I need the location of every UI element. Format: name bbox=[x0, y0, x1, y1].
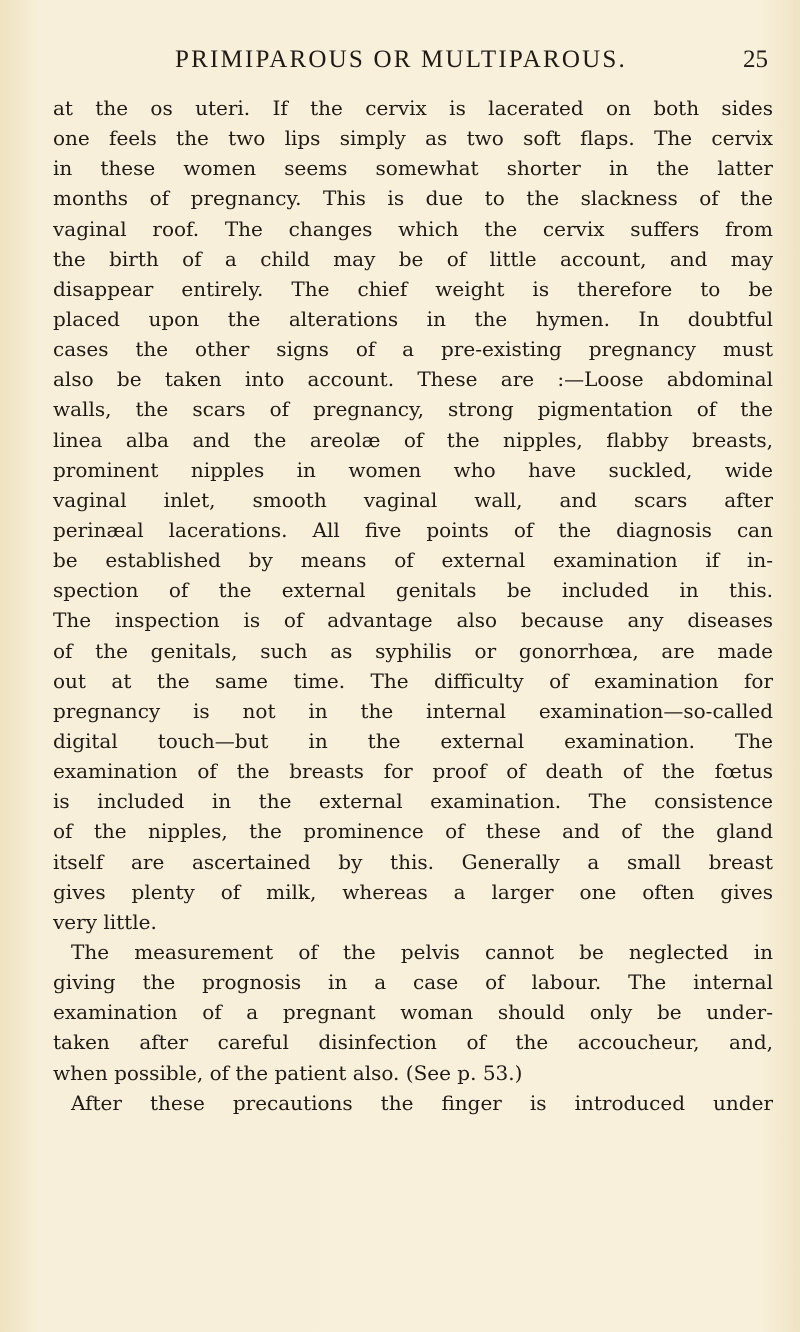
text-line: itself are ascertained by this. Generally a small breast bbox=[53, 849, 773, 874]
text-line: vaginal roof. The changes which the cervix suffers from bbox=[53, 216, 773, 241]
text-line: prominent nipples in women who have suckled, wide bbox=[53, 457, 773, 482]
page-header bbox=[0, 46, 800, 86]
text-line: be established by means of external examination if in- bbox=[53, 548, 773, 573]
text-line: The inspection is of advantage also because any diseases bbox=[53, 608, 773, 633]
text-line: examination of a pregnant woman should only be under- bbox=[53, 1000, 773, 1025]
text-line: vaginal inlet, smooth vaginal wall, and scars after bbox=[53, 487, 773, 512]
text-line: digital touch—but in the external examination. The bbox=[53, 728, 773, 753]
text-line: in these women seems somewhat shorter in the latter bbox=[53, 156, 773, 181]
text-line: when possible, of the patient also. (See p. 53.) bbox=[53, 1060, 523, 1085]
body-text bbox=[53, 93, 773, 1118]
text-line: After these precautions the finger is introduced under bbox=[71, 1090, 773, 1115]
text-line: pregnancy is not in the internal examination—so-called bbox=[53, 698, 773, 723]
text-line: months of pregnancy. This is due to the slackness of the bbox=[53, 186, 773, 211]
running-head: PRIMIPAROUS OR MULTIPAROUS. bbox=[175, 46, 627, 73]
text-line: cases the other signs of a pre-existing pregnancy must bbox=[53, 337, 773, 362]
text-line: also be taken into account. These are :—Loose abdominal bbox=[53, 367, 773, 392]
text-line: examination of the breasts for proof of death of the fœtus bbox=[53, 759, 773, 784]
text-line: out at the same time. The difficulty of examination for bbox=[53, 668, 773, 693]
text-line: of the genitals, such as syphilis or gonorrhœa, are made bbox=[53, 638, 773, 663]
page-number: 25 bbox=[743, 46, 768, 73]
text-line: The measurement of the pelvis cannot be neglected in bbox=[71, 939, 773, 964]
text-line: one feels the two lips simply as two soft flaps. The cervix bbox=[53, 126, 773, 151]
text-line: spection of the external genitals be included in this. bbox=[53, 578, 773, 603]
text-line: of the nipples, the prominence of these and of the gland bbox=[53, 819, 773, 844]
text-line: gives plenty of milk, whereas a larger one often gives bbox=[53, 879, 773, 904]
text-line: linea alba and the areolæ of the nipples, flabby breasts, bbox=[53, 427, 773, 452]
text-line: perinæal lacerations. All five points of the diagnosis can bbox=[53, 517, 773, 542]
text-line: taken after careful disinfection of the accoucheur, and, bbox=[53, 1030, 773, 1055]
text-line: placed upon the alterations in the hymen. In doubtful bbox=[53, 306, 773, 331]
text-line: disappear entirely. The chief weight is therefore to be bbox=[53, 276, 773, 301]
text-line: giving the prognosis in a case of labour. The internal bbox=[53, 970, 773, 995]
text-line: walls, the scars of pregnancy, strong pigmentation of the bbox=[53, 397, 773, 422]
text-line: the birth of a child may be of little account, and may bbox=[53, 246, 773, 271]
text-line: is included in the external examination. The consistence bbox=[53, 789, 773, 814]
text-line: at the os uteri. If the cervix is lacerated on both sides bbox=[53, 96, 773, 120]
text-line: very little. bbox=[53, 909, 157, 934]
